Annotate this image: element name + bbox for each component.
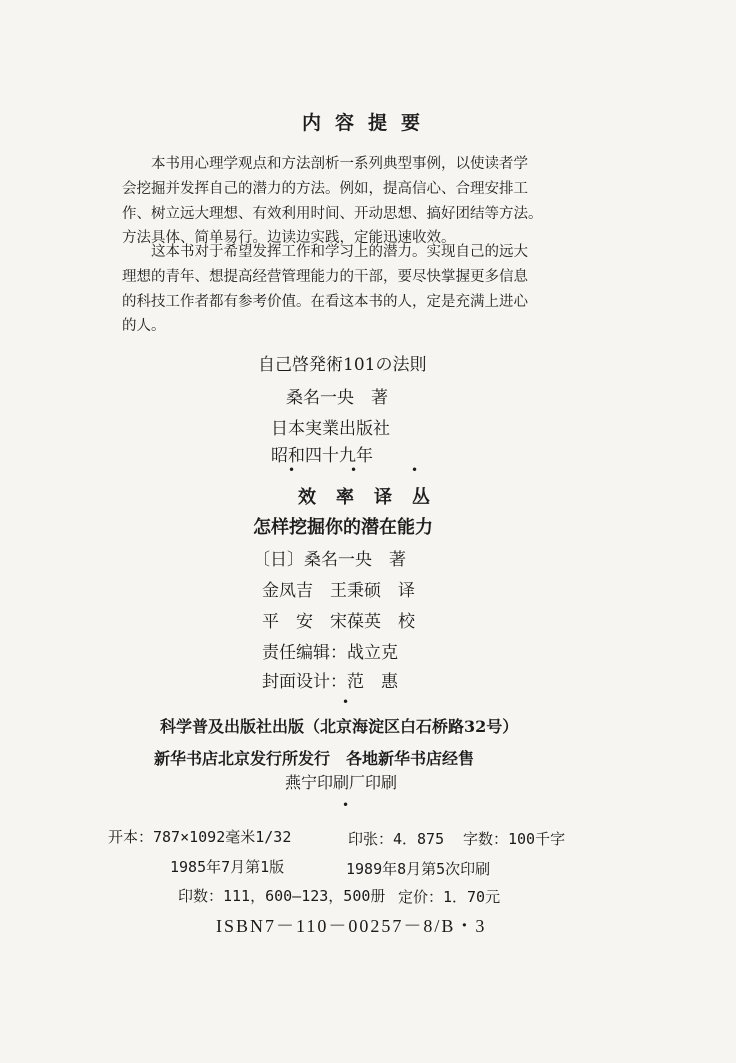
price: 定价：1．70元 <box>398 888 501 906</box>
summary-line: 理想的青年、想提高经营管理能力的干部，要尽快掌握更多信息 <box>122 268 528 285</box>
edition-date: 1985年7月第1版 <box>170 858 285 876</box>
printer-line: 燕宁印刷厂印刷 <box>285 773 398 792</box>
sheets-spec: 印张：4．875 <box>348 830 445 848</box>
author-credit: 〔日〕桑名一央 著 <box>253 550 406 570</box>
original-year: 昭和四十九年 <box>271 446 373 466</box>
summary-line: 方法具体、简单易行。边读边实践，定能迅速收效。 <box>122 230 456 247</box>
summary-title: 内容提要 <box>301 112 434 134</box>
summary-line: 的科技工作者都有参考价值。在看这本书的人，定是充满上进心 <box>122 293 528 310</box>
separator-dot: • <box>411 463 419 477</box>
distribution-line: 新华书店北京发行所发行 各地新华书店经售 <box>154 749 475 768</box>
words-spec: 字数：100千字 <box>463 830 566 848</box>
printing-date: 1989年8月第5次印刷 <box>346 860 491 878</box>
format-spec: 开本：787×1092毫米1/32 <box>108 828 292 846</box>
print-run: 印数：111，600—123，500册 <box>178 887 386 905</box>
isbn: ISBN7－110－00257－8/B・3 <box>216 916 487 936</box>
translator-credit: 金凤吉 王秉硕 译 <box>262 581 415 601</box>
summary-line: 作、树立远大理想、有效利用时间、开动思想、搞好团结等方法。 <box>122 205 543 222</box>
original-title: 自己啓発術101の法則 <box>258 355 427 375</box>
summary-line: 的人。 <box>122 318 166 335</box>
summary-paragraph-2 <box>122 240 592 339</box>
separator-dot: • <box>342 798 350 812</box>
original-publisher: 日本実業出版社 <box>271 419 390 439</box>
separator-dot: • <box>288 463 296 477</box>
editor-credit: 责任编辑：战立克 <box>262 643 398 663</box>
summary-line: 会挖掘并发挥自己的潜力的方法。例如，提高信心、合理安排工 <box>122 180 528 197</box>
summary-paragraph-1 <box>122 152 592 251</box>
publisher-line: 科学普及出版社出版（北京海淀区白石桥路32号） <box>160 717 519 736</box>
summary-line: 本书用心理学观点和方法剖析一系列典型事例，以使读者学 <box>151 156 528 172</box>
original-author: 桑名一央 著 <box>286 388 388 408</box>
summary-line: 这本书对于希望发挥工作和学习上的潜力。实现自己的远大 <box>151 244 528 260</box>
cover-design-credit: 封面设计：范 惠 <box>262 672 398 692</box>
series-title: 效率译丛 <box>298 487 450 508</box>
separator-dot: • <box>342 695 350 709</box>
book-title: 怎样挖掘你的潜在能力 <box>253 517 433 538</box>
proofreader-credit: 平 安 宋葆英 校 <box>262 612 415 632</box>
separator-dot: • <box>350 463 358 477</box>
